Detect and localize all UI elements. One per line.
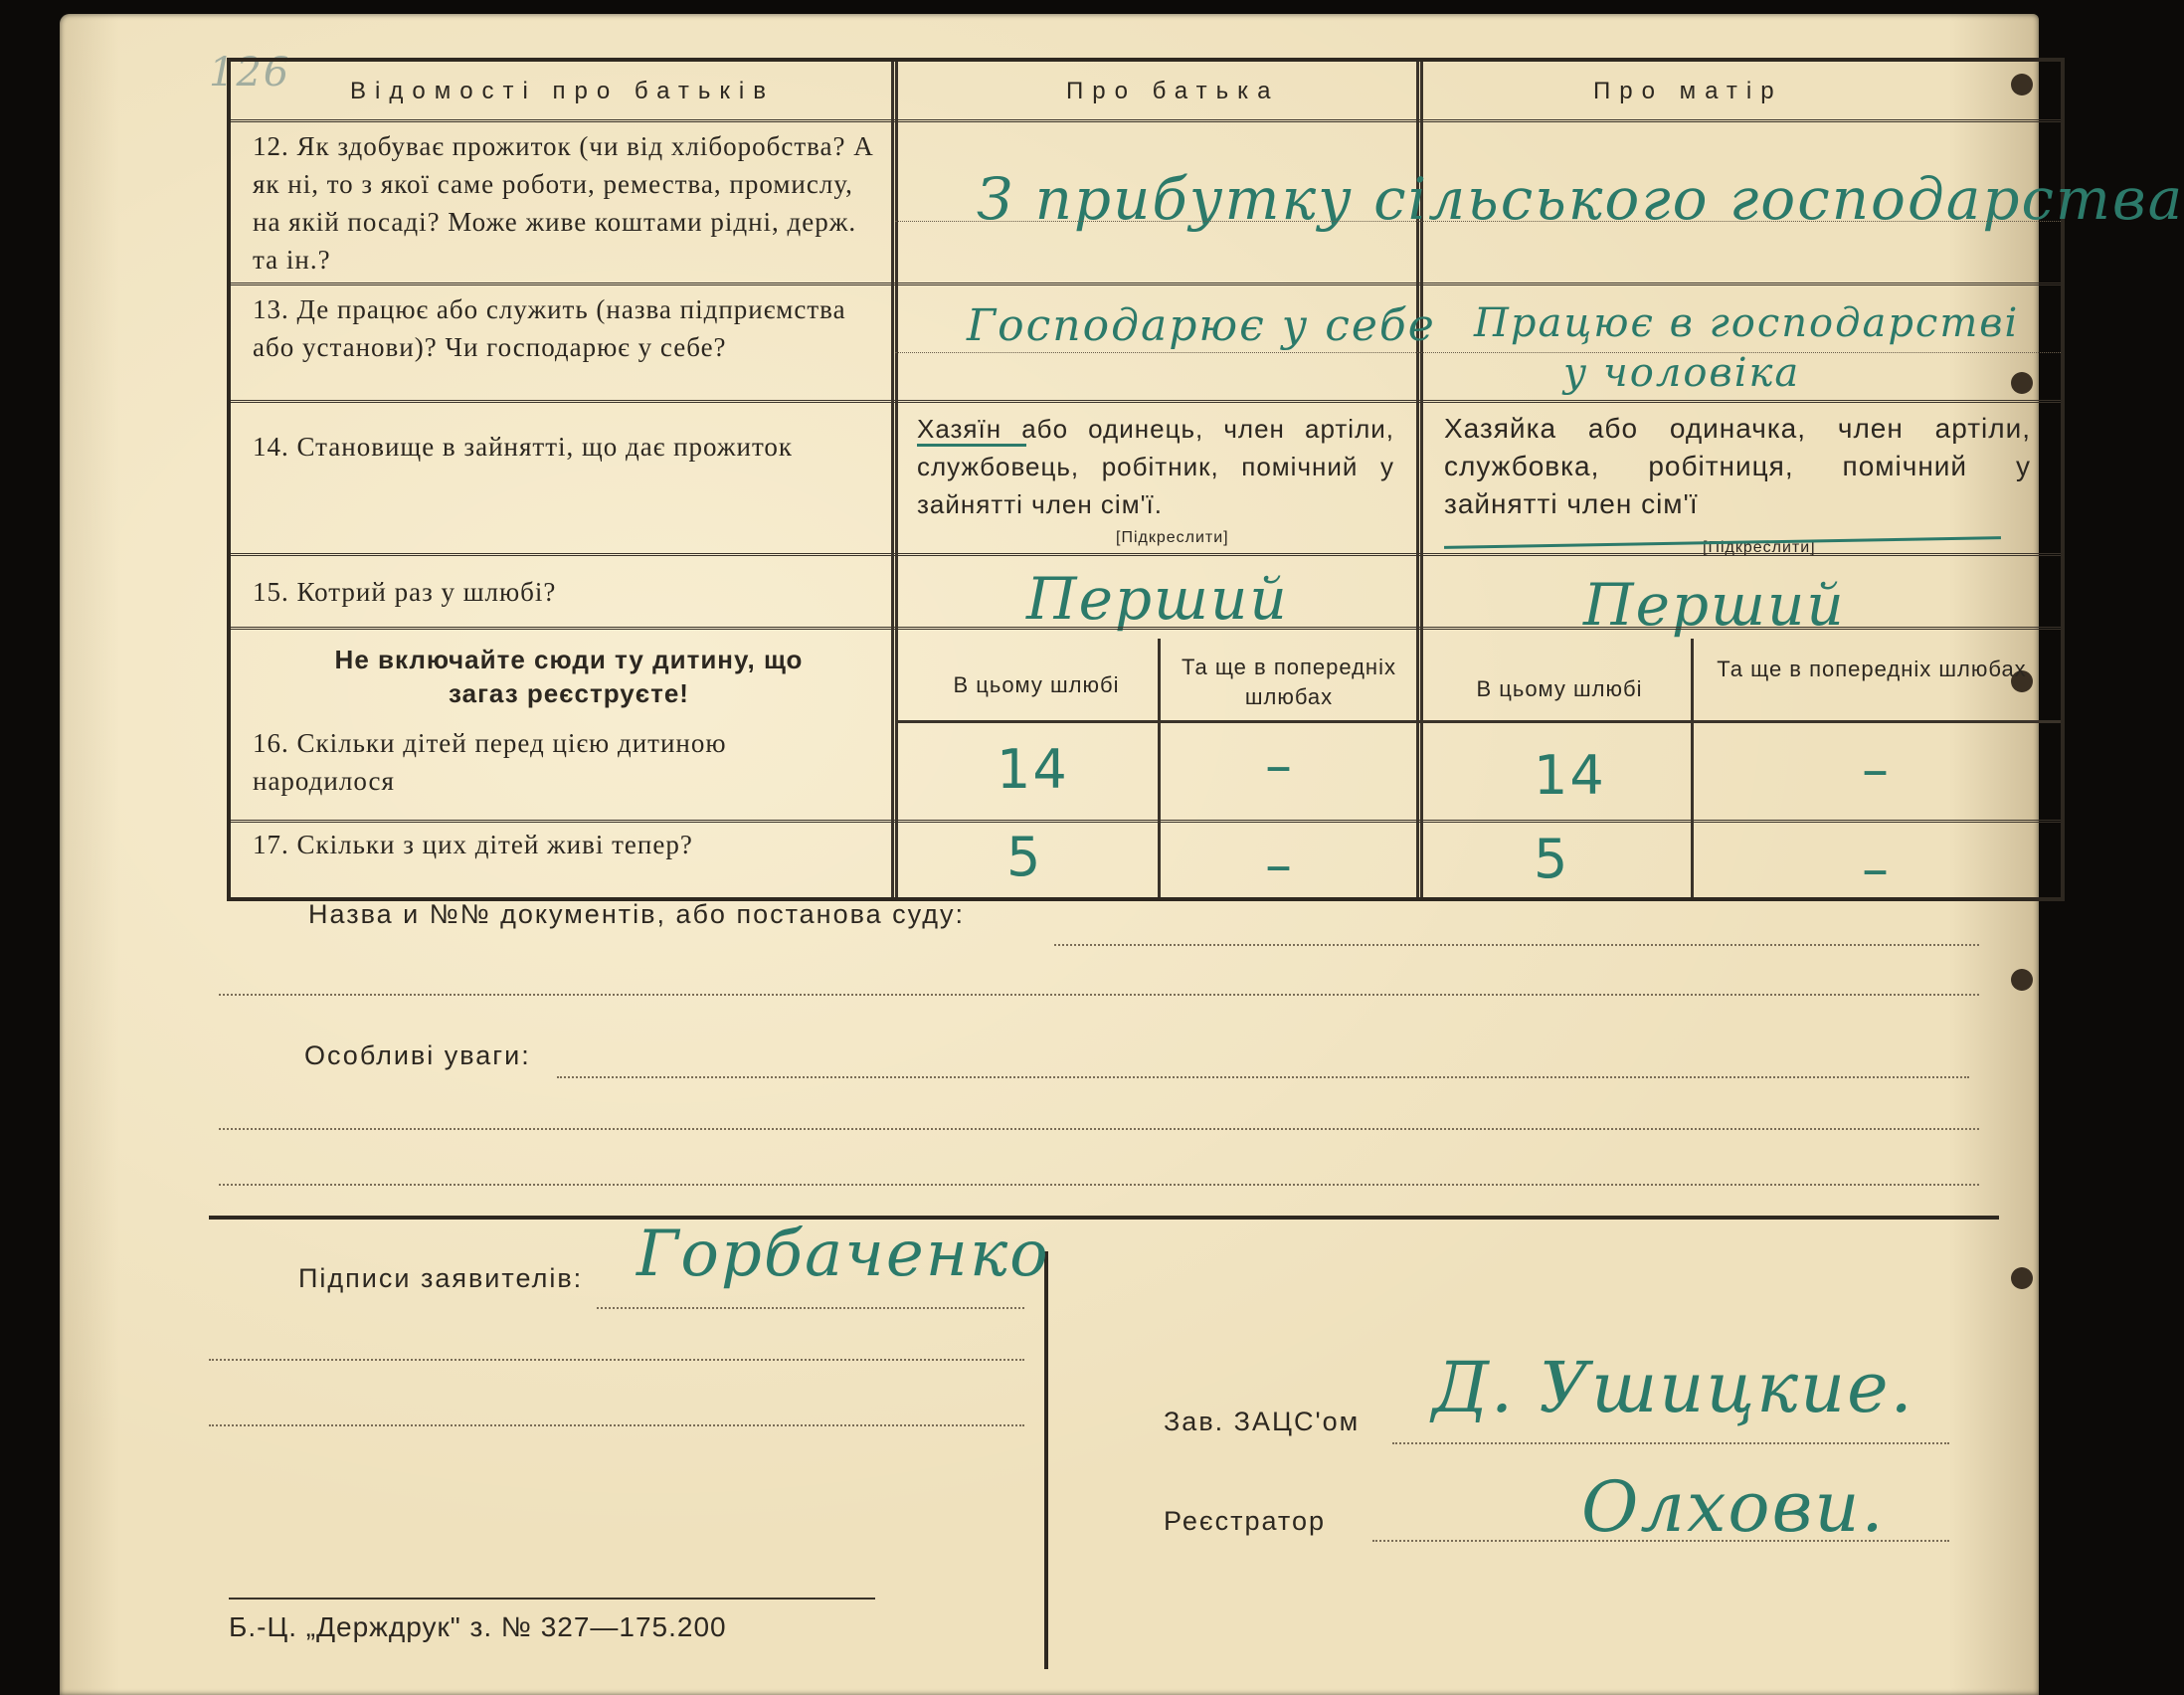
parents-info-table [227, 58, 2184, 901]
q17-father-this: 5 [1006, 826, 1043, 888]
answer-13-father: Господарює у себе [967, 300, 1436, 351]
printer-imprint: Б.-Ц. „Держдрук" з. № 327—175.200 [229, 1611, 727, 1642]
answer-13-mother-line1: Працює в господарстві [1474, 300, 2020, 346]
applicant-signature: Горбаченко [637, 1218, 1050, 1291]
subheader-father-prev: Та ще в попередніх шлюбах [1182, 655, 1396, 709]
q17-mother-this: 5 [1534, 828, 1570, 890]
question-16: 16. Скільки дітей перед цією дитиною народилося [253, 728, 727, 796]
question-14: 14. Становище в зайнятті, що дає прожиток [253, 432, 794, 462]
q16-father-this: 14 [997, 738, 1069, 801]
q17-father-prev: – [1265, 834, 1294, 896]
documents-label: Назва и №№ документів, або постанова суду: [308, 899, 966, 929]
answer-15-father: Перший [1026, 565, 1289, 633]
signatures-label: Підписи заявителів: [298, 1263, 584, 1293]
document-page [60, 14, 2184, 1695]
underline-note-father: [Підкреслити] [1116, 529, 1229, 546]
q16-mother-prev: – [1862, 738, 1891, 801]
notes-label: Особливі уваги: [304, 1040, 531, 1070]
head-signature: Д. Ушицкие. [1432, 1347, 1914, 1428]
question-15: 15. Котрий раз у шлюбі? [253, 577, 557, 607]
registrar-signature: Олхови. [1581, 1466, 1886, 1548]
question-17: 17. Скільки з цих дітей живі тепер? [253, 830, 693, 859]
header-mother: Про матір [1593, 78, 1783, 104]
subheader-mother-this: В цьому шлюбі [1476, 676, 1643, 701]
underline-note-mother: [Підкреслити] [1703, 539, 1816, 556]
children-note: Не включайте сюди ту дитину, що загаз реєструєте! [334, 645, 804, 708]
registrar-label: Реєстратор [1164, 1506, 1327, 1536]
answer-13-mother-line2: у чоловіка [1563, 350, 1801, 396]
header-father: Про батька [1066, 78, 1280, 104]
options-14-father: Хазяїн або одинець, член артіли, службовець, робітник, помічний у зайнятті член сім'ї. [917, 414, 1394, 519]
q16-father-prev: – [1265, 734, 1294, 797]
options-14-mother: Хазяйка або одиначка, член артіли, службовка, робітниця, помічний у зайнятті член сім'ї [1444, 413, 2031, 519]
answer-15-mother: Перший [1583, 571, 1846, 639]
subheader-mother-prev: Та ще в попередніх шлюбах [1717, 657, 2027, 681]
header-parents-info: Відомості про батьків [350, 78, 775, 104]
question-13: 13. Де працює або служить (назва підприємства або установи)? Чи господарює у себе? [253, 294, 846, 362]
page-number-mark: 126 [209, 50, 291, 95]
subheader-father-this: В цьому шлюбі [953, 672, 1120, 697]
q16-mother-this: 14 [1534, 744, 1606, 807]
question-12: 12. Як здобуває прожиток (чи від хліборобства? А як ні, то з якої саме роботи, ремества, промислу, на якій посаді? Може живе коштами рідні, держ. та ін.? [253, 131, 874, 275]
head-label: Зав. ЗАЦС'ом [1164, 1407, 1361, 1436]
q17-mother-prev: – [1862, 838, 1891, 900]
answer-12-handwritten: З прибутку сільського господарства [977, 165, 2184, 233]
